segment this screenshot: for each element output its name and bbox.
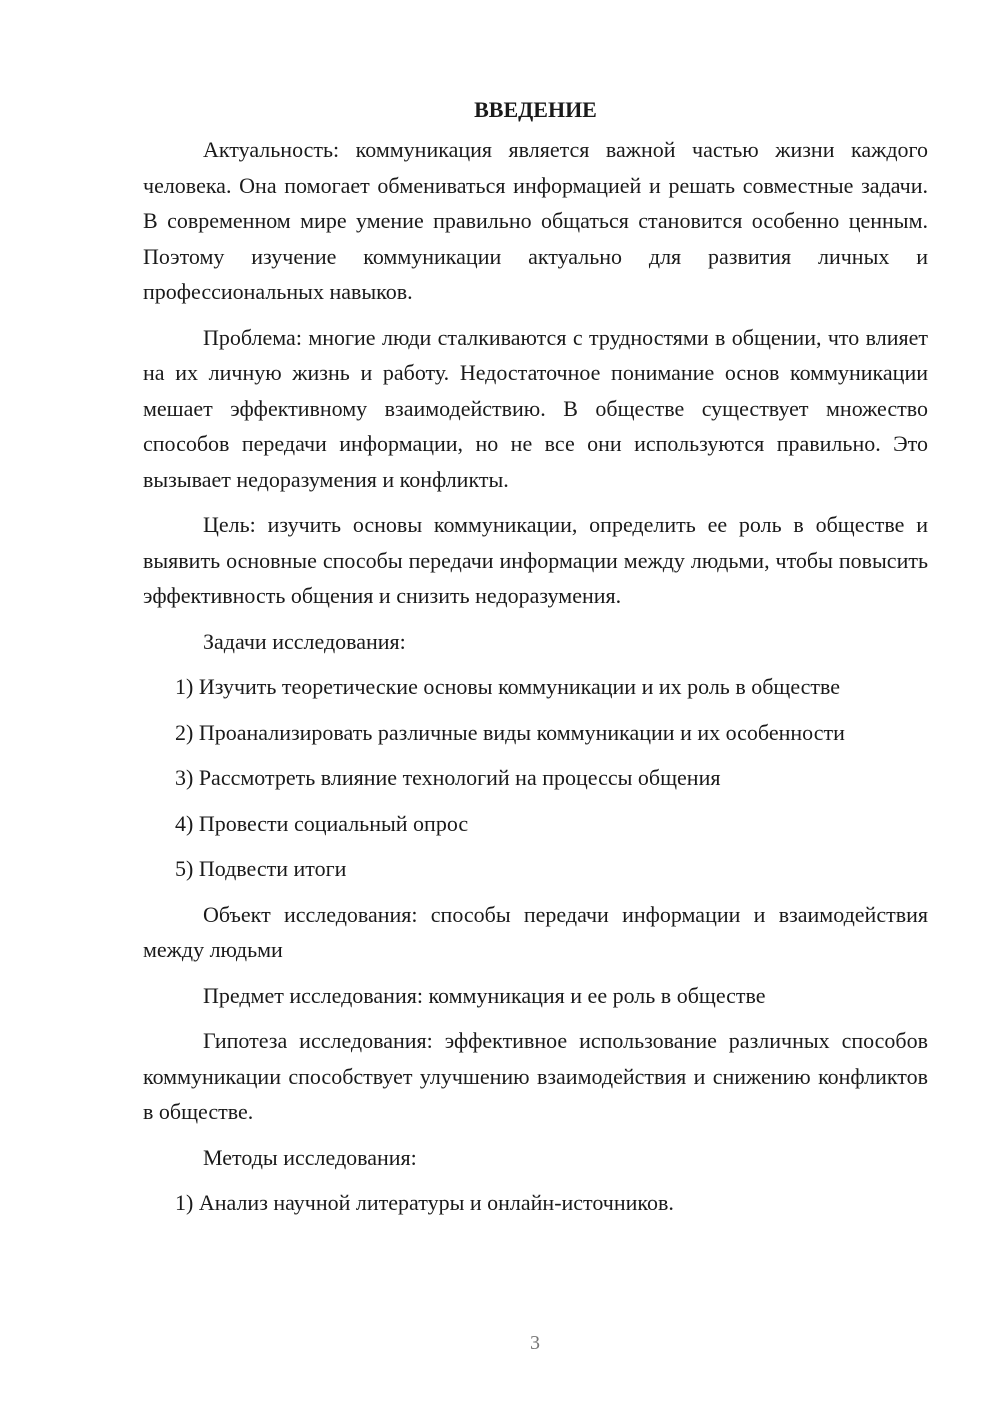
method-item-1: 1) Анализ научной литературы и онлайн-источников. xyxy=(175,1190,674,1215)
paragraph-relevance: Актуальность: коммуникация является важной частью жизни каждого человека. Она помогает обмениваться информацией и решать совместные задачи. В современном мире умение правильно общаться становится особенно ценным. Поэтому изучение коммуникации актуально для развития личных и профессиональных навыков. xyxy=(143,137,928,304)
paragraph-hypothesis: Гипотеза исследования: эффективное использование различных способов коммуникации способствует улучшению взаимодействия и снижению конфликтов в обществе. xyxy=(143,1028,928,1124)
task-item-2: 2) Проанализировать различные виды коммуникации и их особенности xyxy=(175,719,845,745)
page-content xyxy=(143,92,928,1231)
paragraph-subject: Предмет исследования: коммуникация и ее роль в обществе xyxy=(203,982,766,1008)
paragraph-goal: Цель: изучить основы коммуникации, определить ее роль в обществе и выявить основные способы передачи информации между людьми, чтобы повысить эффективность общения и снизить недоразумения. xyxy=(143,512,928,608)
paragraph-tasks-heading: Задачи исследования: xyxy=(203,628,406,654)
section-title: ВВЕДЕНИЕ xyxy=(474,97,597,122)
task-item-5: 5) Подвести итоги xyxy=(175,856,347,881)
paragraph-methods-heading: Методы исследования: xyxy=(203,1144,417,1170)
paragraph-problem: Проблема: многие люди сталкиваются с трудностями в общении, что влияет на их личную жизнь и работу. Недостаточное понимание основ коммуникации мешает эффективному взаимодействию. В обществе существует множество способов передачи информации, но не все они используются правильно. Это вызывает недоразумения и конфликты. xyxy=(143,324,928,492)
paragraph-object: Объект исследования: способы передачи информации и взаимодействия между людьми xyxy=(143,901,928,962)
task-item-3: 3) Рассмотреть влияние технологий на процессы общения xyxy=(175,765,721,790)
task-item-1: 1) Изучить теоретические основы коммуникации и их роль в обществе xyxy=(175,674,841,699)
page-number: 3 xyxy=(530,1332,540,1354)
task-item-4: 4) Провести социальный опрос xyxy=(175,810,469,836)
